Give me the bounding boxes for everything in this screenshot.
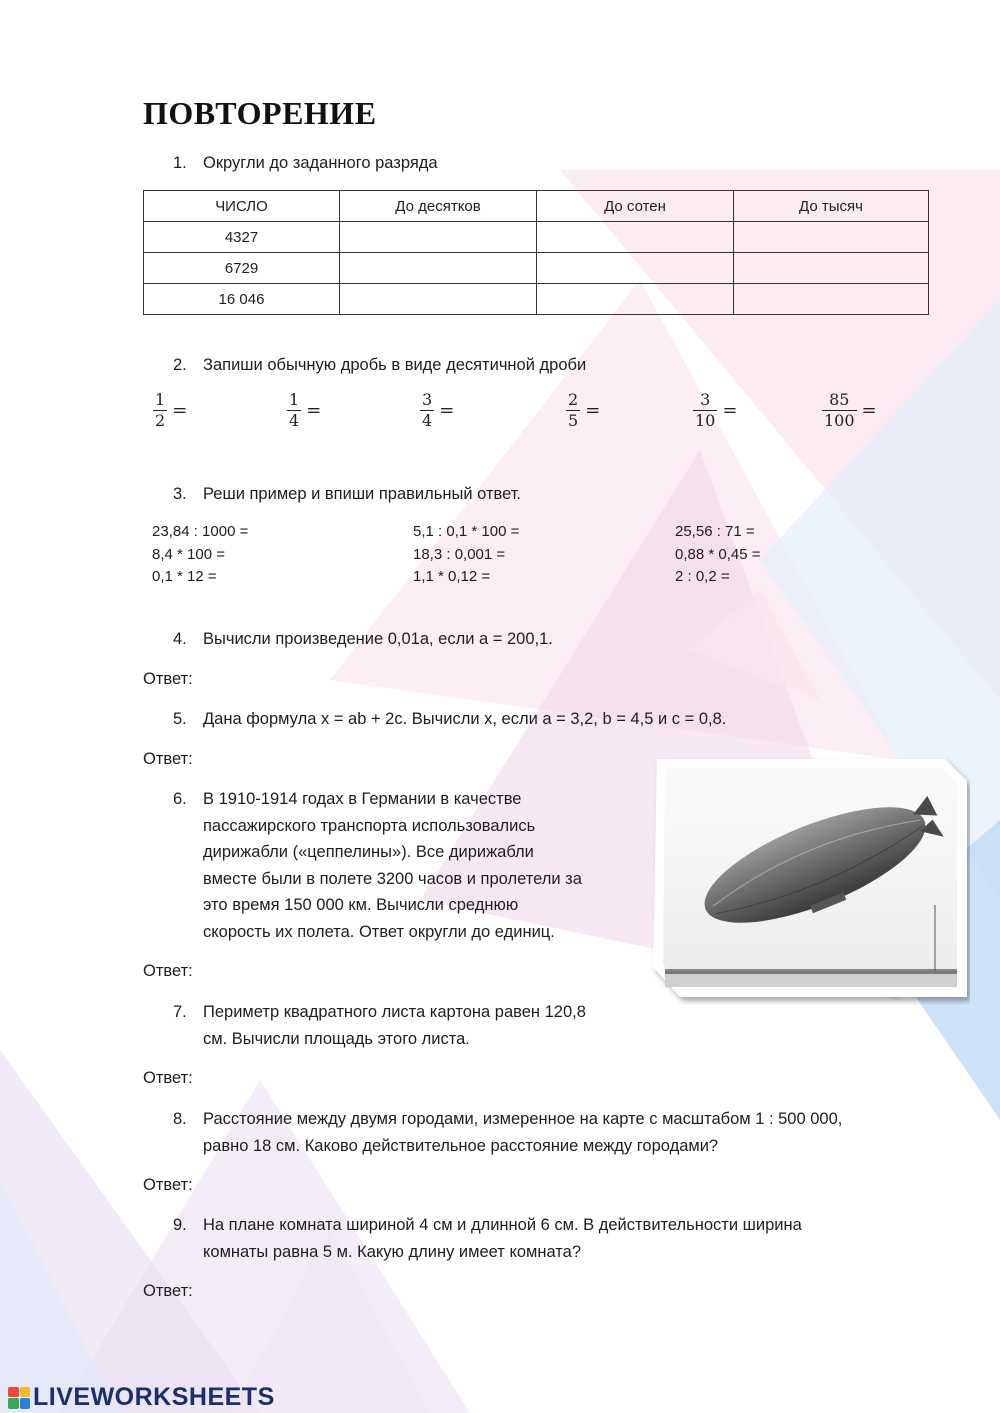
question-text bbox=[203, 1106, 842, 1159]
exercise[interactable]: 25,56 : 71 = bbox=[675, 523, 755, 540]
question-text bbox=[203, 786, 582, 945]
question-number: 1. bbox=[173, 154, 187, 172]
answer-label[interactable]: Ответ: bbox=[143, 670, 193, 688]
answer-cell-tens[interactable] bbox=[340, 253, 537, 284]
exercise[interactable]: 8,4 * 100 = bbox=[152, 545, 225, 563]
answer-cell-hundreds[interactable] bbox=[537, 253, 734, 284]
text-line: На плане комната шириной 4 см и длинной 6 см. В действительности ширина bbox=[203, 1216, 802, 1234]
exercise-column bbox=[413, 521, 519, 589]
column-header-number: ЧИСЛО bbox=[144, 191, 340, 222]
exercise[interactable]: 0,1 * 12 = bbox=[152, 568, 217, 585]
answer-cell-thousands[interactable] bbox=[734, 284, 929, 315]
fraction-item[interactable] bbox=[287, 390, 321, 431]
text-line: Периметр квадратного листа картона равен 120,8 bbox=[203, 1003, 586, 1021]
numerator: 1 bbox=[289, 390, 300, 409]
denominator: 2 bbox=[155, 411, 166, 430]
answer-cell-hundreds[interactable] bbox=[537, 284, 734, 315]
equals-sign: = bbox=[439, 400, 455, 421]
fraction bbox=[566, 390, 580, 431]
answer-cell-tens[interactable] bbox=[340, 284, 537, 315]
question-text bbox=[203, 999, 586, 1052]
numerator: 3 bbox=[700, 390, 711, 409]
fraction bbox=[420, 390, 434, 431]
logo-text: LIVEWORKSHEETS bbox=[33, 1383, 275, 1411]
answer-label[interactable]: Ответ: bbox=[143, 962, 193, 980]
answer-label[interactable]: Ответ: bbox=[143, 1069, 193, 1087]
exercise[interactable]: 18,3 : 0,001 = bbox=[413, 545, 506, 563]
equals-sign: = bbox=[585, 400, 601, 421]
fraction bbox=[822, 390, 857, 431]
question-2 bbox=[173, 352, 586, 379]
question-6 bbox=[173, 786, 582, 945]
column-header-hundreds: До сотен bbox=[537, 191, 734, 222]
question-number: 6. bbox=[173, 790, 187, 808]
denominator: 10 bbox=[695, 411, 716, 430]
number-cell: 16 046 bbox=[144, 284, 340, 315]
exercise-column bbox=[152, 521, 248, 589]
equals-sign: = bbox=[861, 400, 877, 421]
text-line: комнаты равна 5 м. Какую длину имеет комната? bbox=[203, 1242, 582, 1261]
question-number: 9. bbox=[173, 1216, 187, 1234]
column-header-tens: До десятков bbox=[340, 191, 537, 222]
logo-icon bbox=[8, 1387, 30, 1409]
answer-label[interactable]: Ответ: bbox=[143, 1176, 193, 1194]
answer-cell-thousands[interactable] bbox=[734, 222, 929, 253]
question-number: 5. bbox=[173, 710, 187, 728]
exercise[interactable]: 5,1 : 0,1 * 100 = bbox=[413, 523, 520, 540]
question-8 bbox=[173, 1106, 842, 1159]
question-9 bbox=[173, 1212, 802, 1265]
text-line: скорость их полета. Ответ округли до единиц. bbox=[203, 922, 555, 941]
number-cell: 4327 bbox=[144, 222, 340, 253]
question-text: Запиши обычную дробь в виде десятичной дроби bbox=[203, 356, 587, 374]
answer-label[interactable]: Ответ: bbox=[143, 1282, 193, 1300]
text-line: равно 18 см. Каково действительное расстояние между городами? bbox=[203, 1136, 719, 1155]
answer-cell-hundreds[interactable] bbox=[537, 222, 734, 253]
fraction-item[interactable] bbox=[566, 390, 600, 431]
fraction-item[interactable] bbox=[822, 390, 877, 431]
text-line: вместе были в полете 3200 часов и пролетели за bbox=[203, 869, 582, 888]
numerator: 85 bbox=[829, 390, 850, 409]
fraction-item[interactable] bbox=[420, 390, 454, 431]
answer-cell-thousands[interactable] bbox=[734, 253, 929, 284]
question-text: Вычисли произведение 0,01a, если а = 200,1. bbox=[203, 630, 553, 648]
rounding-table bbox=[143, 190, 929, 315]
text-line: это время 150 000 км. Вычисли среднюю bbox=[203, 896, 519, 914]
fraction bbox=[693, 390, 717, 431]
table-row bbox=[144, 222, 929, 253]
exercise[interactable]: 0,88 * 0,45 = bbox=[675, 545, 761, 563]
exercise[interactable]: 2 : 0,2 = bbox=[675, 568, 730, 585]
equals-sign: = bbox=[306, 400, 322, 421]
question-text: Дана формула x = ab + 2c. Вычисли x, если a = 3,2, b = 4,5 и c = 0,8. bbox=[203, 710, 727, 728]
number-cell: 6729 bbox=[144, 253, 340, 284]
table-header-row bbox=[144, 191, 929, 222]
denominator: 5 bbox=[568, 411, 579, 430]
question-text: Округли до заданного разряда bbox=[203, 154, 438, 172]
question-number: 2. bbox=[173, 356, 187, 374]
numerator: 3 bbox=[422, 390, 433, 409]
fraction bbox=[153, 390, 167, 431]
question-number: 8. bbox=[173, 1110, 187, 1128]
exercise[interactable]: 23,84 : 1000 = bbox=[152, 523, 249, 540]
question-text: Реши пример и впиши правильный ответ. bbox=[203, 485, 522, 503]
fraction-item[interactable] bbox=[693, 390, 737, 431]
text-line: Расстояние между двумя городами, измеренное на карте с масштабом 1 : 500 000, bbox=[203, 1110, 843, 1128]
zeppelin-photo bbox=[645, 755, 970, 1005]
exercise-column bbox=[675, 521, 761, 589]
question-4 bbox=[173, 626, 553, 653]
answer-label[interactable]: Ответ: bbox=[143, 750, 193, 768]
question-1 bbox=[173, 150, 438, 177]
question-number: 4. bbox=[173, 630, 187, 648]
liveworksheets-logo[interactable] bbox=[8, 1383, 275, 1412]
numerator: 2 bbox=[568, 390, 579, 409]
denominator: 100 bbox=[824, 411, 855, 430]
text-line: В 1910-1914 годах в Германии в качестве bbox=[203, 790, 522, 808]
question-text bbox=[203, 1212, 802, 1265]
column-header-thousands: До тысяч bbox=[734, 191, 929, 222]
fraction-item[interactable] bbox=[153, 390, 187, 431]
fraction bbox=[287, 390, 301, 431]
denominator: 4 bbox=[422, 411, 433, 430]
answer-cell-tens[interactable] bbox=[340, 222, 537, 253]
question-7 bbox=[173, 999, 586, 1052]
table-row bbox=[144, 253, 929, 284]
denominator: 4 bbox=[289, 411, 300, 430]
question-number: 7. bbox=[173, 1003, 187, 1021]
question-number: 3. bbox=[173, 485, 187, 503]
text-line: дирижабли («цеппелины»). Все дирижабли bbox=[203, 843, 534, 861]
text-line: пассажирского транспорта использовались bbox=[203, 816, 536, 835]
equals-sign: = bbox=[172, 400, 188, 421]
table-row bbox=[144, 284, 929, 315]
text-line: см. Вычисли площадь этого листа. bbox=[203, 1029, 470, 1048]
question-5 bbox=[173, 706, 726, 733]
numerator: 1 bbox=[155, 390, 166, 409]
page-title: ПОВТОРЕНИЕ bbox=[143, 95, 377, 131]
question-3 bbox=[173, 481, 521, 508]
equals-sign: = bbox=[722, 400, 738, 421]
exercise[interactable]: 1,1 * 0,12 = bbox=[413, 568, 491, 585]
